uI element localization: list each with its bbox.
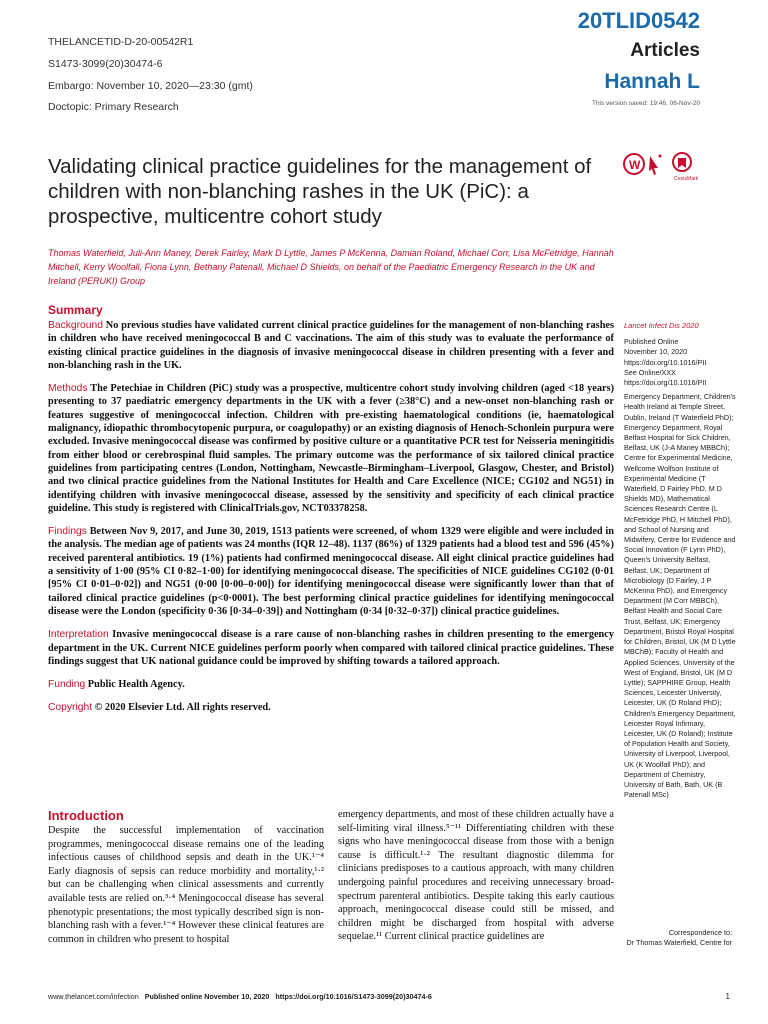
editor-name: Hannah L [604, 70, 700, 93]
manuscript-id: THELANCETID-D-20-00542R1 [48, 36, 194, 48]
intro-column-1: Despite the successful implementation of vaccination programmes, meningococcal disease remains one of the leading infectious causes of childhood sepsis and death in the UK.¹⁻⁴ Early diagnosis of sepsis can reduce morbidity and mortality,¹·² but can be challenging when clinical assessments and currently available tests are relied on.³·⁴ Meningococcal disease has several phenotypic presentations; the most typically described sign is non-blanching rash with a fever.¹⁻⁴ However these clinical features are common in children who present to hospital [48, 825, 324, 945]
findings-label: Findings [48, 526, 87, 538]
interpretation-para [48, 628, 614, 668]
footer-site[interactable]: www.thelancet.com/infection [48, 992, 139, 1001]
methods-text: The Petechiae in Children (PiC) study was a prospective, multicentre cohort study involving children (aged <18 years) presenting to 37 paediatric emergency departments in the UK with a fever (≥38°C) and a new-onset non-blanching rash or features suggestive of meningococcal infection. Children with pre-existing haematological conditions (ie, haematological malignancy, idiopathic thrombocytopenic purpura, or coagulopathy) or an existing diagnosis of Henoch-Schonlein purpura were excluded. Invasive meningococcal disease was confirmed by positive culture or a quantitative PCR test for Neisseria meningitidis from either blood or cerebrospinal fluid samples. The primary outcome was the performance of six tailored clinical practice guidelines from participating centres (London, Nottingham, Newcastle–Birmingham–Liverpool, Glasgow, Chester, and Bristol) and two clinical practice guidelines from the National Institutes for Health and Care Excellence (NICE; CG102 and NG51) in identifying children with invasive meningococcal disease, assessed by the sensitivity and specificity of each clinical practice guideline. This study is registered with ClinicalTrials.gov, NCT03378258. [48, 383, 615, 514]
methods-para [48, 382, 614, 515]
intro-column-2: emergency departments, and most of these children actually have a self-limiting viral illness.⁵⁻¹¹ Differentiating children with these signs who have meningococcal disease from those with a benign cause is difficult.¹·² The resultant diagnostic dilemma for clinicians predisposes to a cautious approach, with many children undergoing painful procedures and receiving unnecessary broad-spectrum parenteral antibiotics. Despite taking this early cautious approach, meningococcal disease could still be missed, and children might be discharged from hospital with adverse sequelae.¹¹ Current clinical practice guidelines are [338, 809, 615, 943]
published-online: Published Online [624, 337, 679, 347]
pub-date: November 10, 2020 [624, 347, 688, 357]
article-title: Validating clinical practice guidelines for the management of children with non-blanching rashes in the UK (PiC): a prospective, multicentre cohort study [48, 155, 592, 228]
correspondence-name: Dr Thomas Waterfield, Centre for [626, 938, 732, 948]
correspondence-label: Correspondence to: [668, 928, 732, 937]
funding-text: Public Health Agency. [87, 679, 185, 691]
funding-label: Funding [48, 679, 86, 691]
see-online[interactable]: See Online/XXX [624, 367, 676, 377]
copyright-label: Copyright [48, 702, 93, 714]
findings-para [48, 525, 614, 618]
embargo-line: Embargo: November 10, 2020—23:30 (gmt) [48, 80, 253, 92]
page-footer [48, 992, 432, 1001]
author-list: Thomas Waterfield, Juli-Ann Maney, Derek Fairley, Mark D Lyttle, James P McKenna, Damian Roland, Michael Corr, Lisa McFetridge, Hannah Mitchell, Kerry Woolfall, Fiona Lynn, Bethany Patenall, Michael D Shields, on behalf of the Paediatric Emergency Research in the UK and Ireland (PERUKI) Group [48, 248, 614, 286]
page-number: 1 [725, 992, 730, 1001]
version-saved: This version saved: 19:46, 06-Nov-20 [591, 100, 700, 107]
introduction-heading: Introduction [48, 808, 124, 823]
journal-ref: Lancet Infect Dis 2020 [624, 321, 699, 330]
sidebar [624, 321, 736, 800]
cursor-icon [649, 155, 662, 176]
altmetric-icon [624, 154, 644, 174]
background-text: No previous studies have validated current clinical practice guidelines for the management of non-blanching rashes in children who have received meningococcal B and C vaccinations. The aim of this study was to evaluate the performance of existing clinical practice guidelines in the diagnosis of invasive meningococcal disease in children presenting with a fever and non-blanching rash in the UK. [48, 320, 614, 371]
methods-label: Methods [48, 383, 88, 395]
footer-doi[interactable]: https://doi.org/10.1016/S1473-3099(20)30474-6 [275, 992, 432, 1001]
sidebar-doi[interactable]: https://doi.org/10.1016/PII [624, 357, 707, 367]
crossmark-icon [673, 153, 691, 171]
interpretation-text: Invasive meningococcal disease is a rare cause of non-blanching rashes in children presenting to the emergency department in the UK. Current NICE guidelines perform poorly when compared with tailored clinical practice guidelines. These findings suggest that UK national guidance could be improved by shifting towards a tailored approach. [48, 629, 614, 667]
doctopic-line: Doctopic: Primary Research [48, 101, 179, 113]
logo-group [622, 150, 700, 180]
copyright-para [48, 701, 614, 714]
affiliations: Emergency Department, Children's Health Ireland at Temple Street, Dublin, Ireland (T Waterfield PhD); Emergency Department, Royal Belfast Hospital for Sick Children, Belfast, UK (J-A Maney MBBCh); Centre for Experimental Medicine, Wellcome Wolfson Institute of Experimental Medicine (T Waterfield, D Fairley PhD, M D Shields MD), Mathematical Sciences Research Centre (L McFetridge PhD, H Mitchell PhD), and School of Nursing and Midwifery, Centre for Evidence and Social Innovation (F Lynn PhD), Queen's University Belfast, Belfast, UK; Department of Microbiology (D Fairley, J P McKenna PhD), and Emergency Department (M Corr MBBCh), Belfast Health and Social Care Trust, Belfast, UK; Emergency Department, Bristol Royal Hospital for Children, Bristol, UK (M D Lyttle MBChB); Faculty of Health and Applied Sciences, University of the West of England, Bristol, UK (M D Lyttle); SAPPHIRE Group, Health Sciences, Leicester University, Leicester, UK (D Roland PhD); Children's Emergency Department, Leicester Royal Infirmary, Leicester, UK (D Roland); Institute of Population Health and Society, University of Liverpool, Liverpool, UK (K Woolfall PhD); and Department of Chemistry, University of Bath, Bath, UK (B Patenall MSc) [624, 392, 736, 800]
sidebar-doi-2[interactable]: https://doi.org/10.1016/PII [624, 378, 707, 388]
abstract [48, 319, 614, 725]
copyright-text: © 2020 Elsevier Ltd. All rights reserved. [94, 702, 271, 714]
manuscript-tag: 20TLID0542 [577, 8, 700, 33]
correspondence [604, 928, 732, 948]
background-label: Background [48, 320, 103, 331]
background-para [48, 319, 614, 372]
svg-text:W: W [629, 158, 641, 172]
footer-pub: Published online November 10, 2020 [144, 992, 270, 1001]
interpretation-label: Interpretation [48, 629, 109, 641]
findings-text: Between Nov 9, 2017, and June 30, 2019, 1513 patients were screened, of whom 1329 were eligible and were included in the analysis. The median age of patients was 24 months (IQR 12–48). 1137 (86%) of 1329 patients had a blood test and 596 (45%) received parenteral antibiotics. 19 (1%) patients had confirmed meningococcal disease. All eight clinical practice guidelines had a sensitivity of 1·00 (95% CI 0·82–1·00) for identifying meningococcal disease. The specificities of NICE guidelines CG102 (0·01 [95% CI 0·01–0·02]) and NG51 (0·00 [0·00–0·00]) for identifying meningococcal disease were significantly lower than that of tailored clinical practice guidelines (p<0·0001). The best performing clinical practice guidelines for identifying meningococcal disease were the London (specificity 0·36 [0·34–0·39]) and Nottingham (0·34 [0·32–0·37]) clinical practice guidelines. [48, 526, 614, 617]
funding-para [48, 678, 614, 691]
crossmark-label: CrossMark [674, 176, 699, 182]
pii-code: S1473-3099(20)30474-6 [48, 58, 163, 70]
summary-heading: Summary [48, 303, 103, 317]
section-label: Articles [630, 40, 700, 61]
